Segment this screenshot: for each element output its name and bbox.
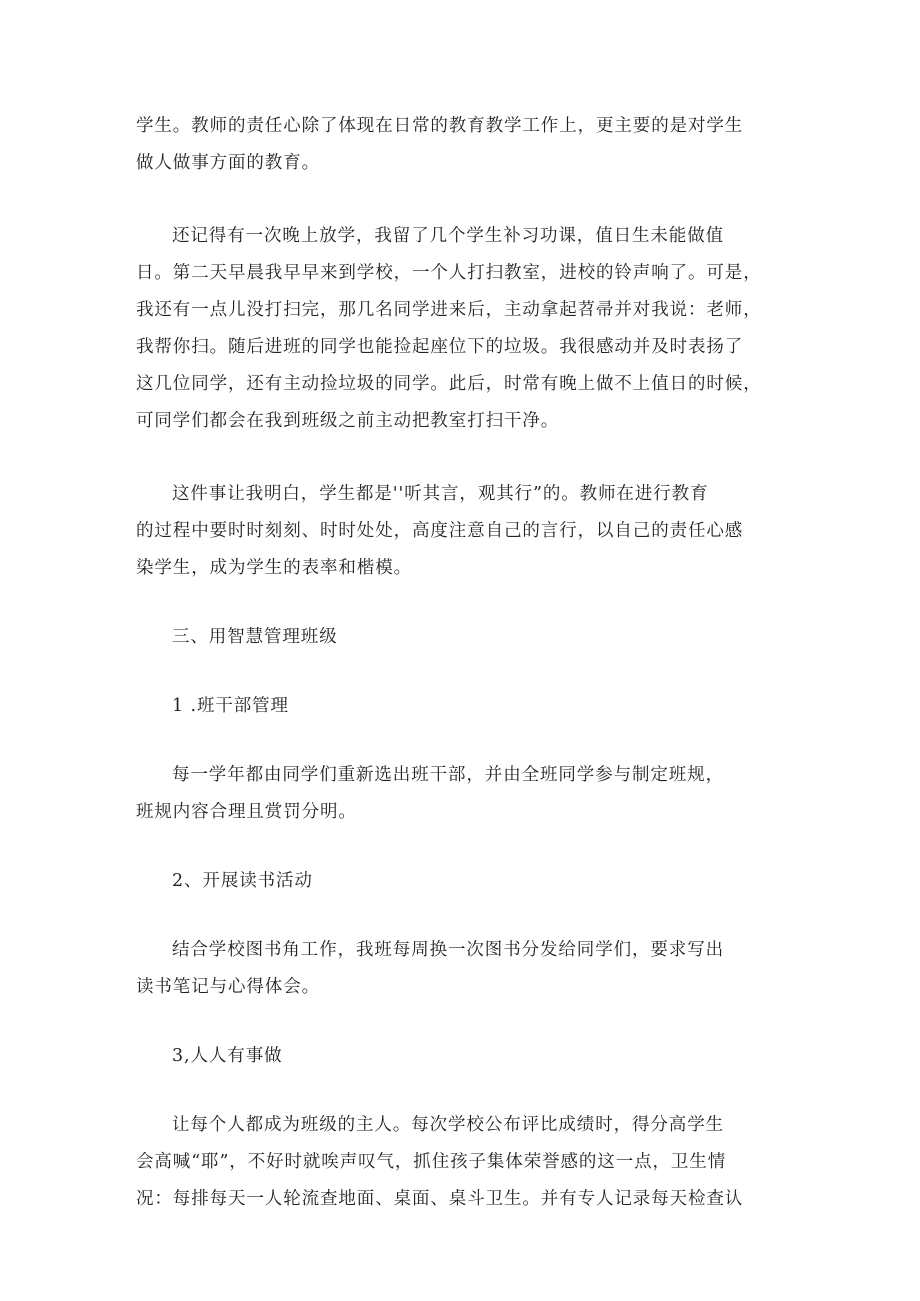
text-line: 还记得有一次晚上放学，我留了几个学生补习功课，值日生未能做值 [172,226,724,246]
text-line: 学生。教师的责任心除了体现在日常的教育教学工作上，更主要的是对学生 [136,116,744,136]
text-line: 结合学校图书角工作，我班每周换一次图书分发给同学们，要求写出 [172,940,724,960]
text-line: 的过程中要时时刻刻、时时处处，高度注意自己的言行，以自己的责任心感 [136,521,744,541]
text-line: 我还有一点儿没打扫完，那几名同学进来后，主动拿起苕帚并对我说：老师， [136,300,762,320]
subsection-heading: 3,人人有事做 [172,1046,283,1066]
subsection-heading: 2、开展读书活动 [172,871,313,891]
text-line: 班规内容合理且赏罚分明。 [136,802,357,822]
paragraph-cleaning-story [136,218,786,440]
section-heading: 三、用智慧管理班级 [172,627,338,647]
text-line: 做人做事方面的教育。 [136,153,320,173]
paragraph-reading-activity [136,932,786,1006]
text-line: 会高喊“耶”，不好时就唉声叹气，抓住孩子集体荣誉感的这一点，卫生情 [136,1152,727,1172]
text-line: 可同学们都会在我到班级之前主动把教室打扫干净。 [136,411,560,431]
paragraph-class-cadre [136,757,786,831]
text-line: 日。第二天早晨我早早来到学校，一个人打扫教室，进校的铃声响了。可是， [136,263,762,283]
text-line: 这件事让我明白，学生都是''听其言，观其行”的。教师在进行教育 [172,484,709,504]
text-line: 让每个人都成为班级的主人。每次学校公布评比成绩时，得分高学生 [172,1115,724,1135]
paragraph-everyone-has-task [136,1107,786,1218]
text-line: 这几位同学，还有主动捡垃圾的同学。此后，时常有晚上做不上值日的时候， [136,374,762,394]
text-line: 况：每排每天一人轮流查地面、桌面、桌斗卫生。并有专人记录每天检查认 [136,1189,744,1209]
subsection-heading: 1 .班干部管理 [172,696,289,716]
document-page [136,108,786,1256]
text-line: 读书笔记与心得体会。 [136,977,320,997]
paragraph-lesson-learned [136,476,786,587]
text-line: 染学生，成为学生的表率和楷模。 [136,558,412,578]
paragraph-responsibility [136,108,786,182]
text-line: 每一学年都由同学们重新选出班干部，并由全班同学参与制定班规， [172,765,724,785]
text-line: 我帮你扫。随后进班的同学也能捡起座位下的垃圾。我很感动并及时表扬了 [136,337,744,357]
